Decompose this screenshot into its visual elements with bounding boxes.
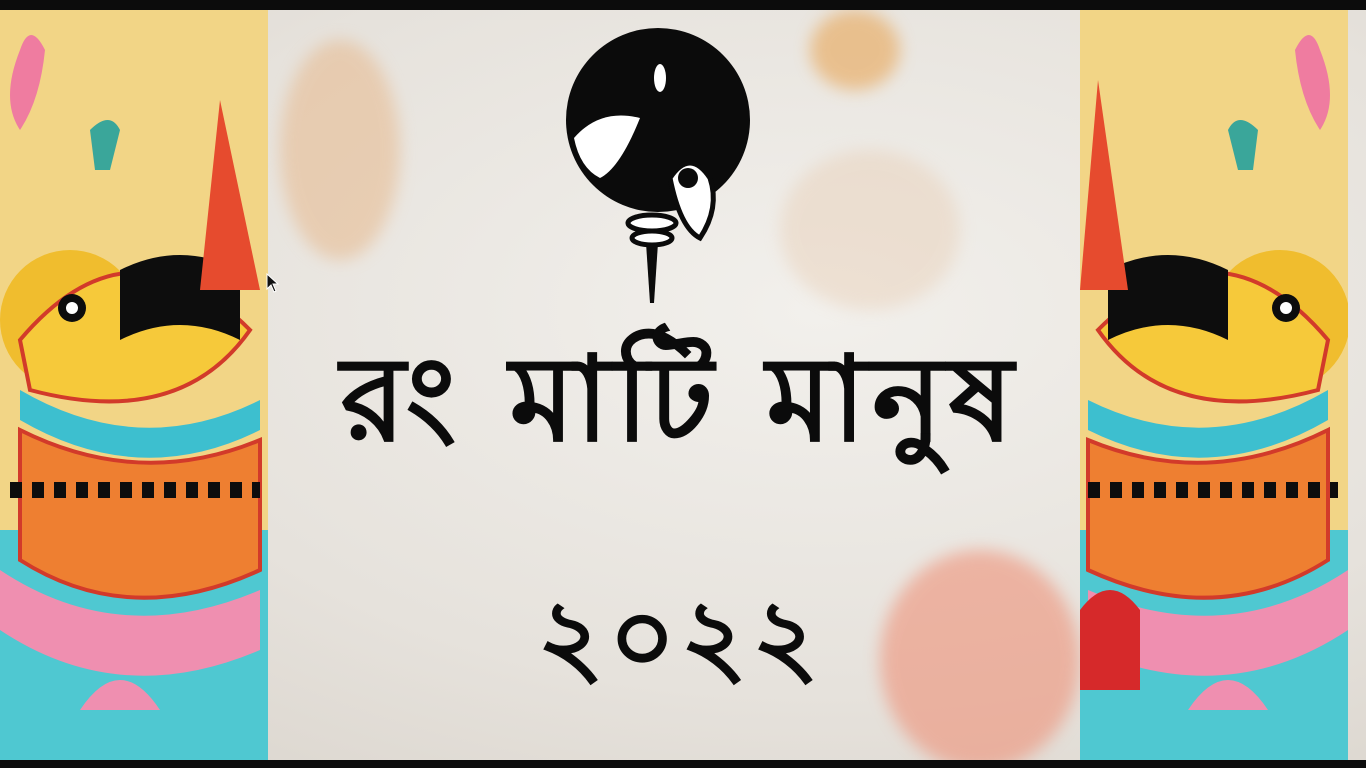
paper-stain <box>780 150 960 310</box>
paper-stain <box>280 40 400 260</box>
brush-pen-bird-logo-icon <box>560 28 760 308</box>
poster-title: রং মাটি মানুষ <box>340 330 1020 468</box>
fish-painting-right <box>1080 10 1348 760</box>
right-folk-art-panel <box>1080 10 1348 760</box>
left-folk-art-panel <box>0 10 268 760</box>
paper-stain <box>810 10 900 90</box>
poster-year: ২০২২ <box>536 576 824 698</box>
poster-frame <box>0 10 1366 760</box>
fish-painting-left <box>0 10 268 760</box>
mouse-pointer-icon <box>266 273 280 293</box>
